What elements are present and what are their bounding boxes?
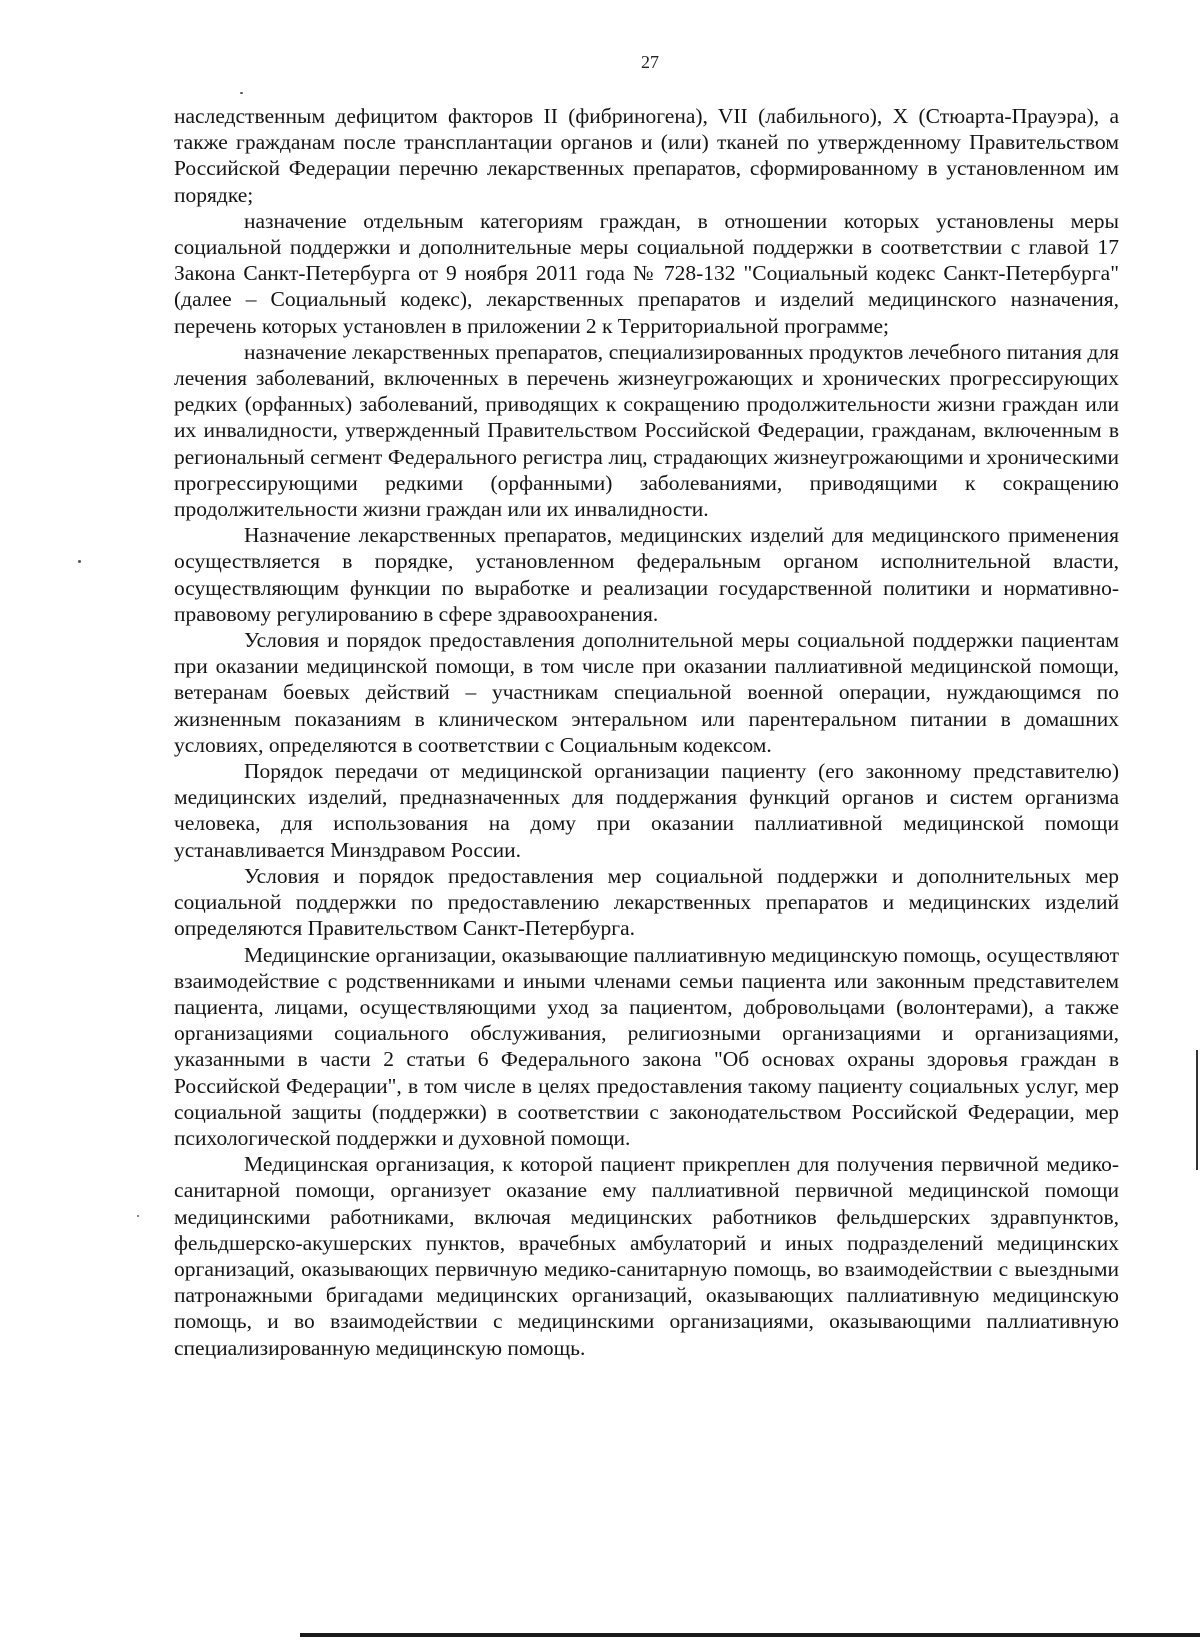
paragraph: назначение лекарственных препаратов, специализированных продуктов лечебного питания для лечения заболеваний, включенных в перечень жизнеугрожающих и хронических прогрессирующих редких (орфанных) заболеваний, приводящих к сокращению продолжительности жизни граждан или их инвалидности, утвержденный Правительством Российской Федерации, гражданам, включенным в региональный сегмент Федерального регистра лиц, страдающих жизнеугрожающими и хроническими прогрессирующими редкими (орфанными) заболеваниями, приводящими к сокращению продолжительности жизни граждан или их инвалидности. (174, 339, 1119, 522)
paragraph: Порядок передачи от медицинской организации пациенту (его законному представителю) медицинских изделий, предназначенных для поддержания функций органов и систем организма человека, для использования на дому при оказании паллиативной медицинской помощи устанавливается Минздравом России. (174, 759, 1119, 862)
paragraph: Условия и порядок предоставления дополнительной меры социальной поддержки пациентам при оказании медицинской помощи, в том числе при оказании паллиативной медицинской помощи, ветеранам боевых действий – участникам специальной военной операции, нуждающимся по жизненным показаниям в клиническом энтеральном или парентеральном питании в домашних условиях, определяются в соответствии с Социальным кодексом. (174, 628, 1119, 757)
scan-speck (137, 1215, 139, 1217)
scan-edge-mark (1196, 1050, 1198, 1170)
paragraph: Медицинская организация, к которой пациент прикреплен для получения первичной медико-санитарной помощи, организует оказание ему паллиативной первичной медицинской помощи медицинскими работниками, включая медицинских работников фельдшерских здравпунктов, фельдшерско-акушерских пунктов, врачебных амбулаторий и иных подразделений медицинских организаций, оказывающих первичную медико-санитарную помощь, во взаимодействии с выездными патронажными бригадами медицинских организаций, оказывающих паллиативную медицинскую помощь, и во взаимодействии с медицинскими организациями, оказывающими паллиативную специализированную медицинскую помощь. (174, 1152, 1119, 1360)
scan-speck (240, 92, 243, 94)
page-number: 27 (641, 52, 659, 72)
paragraph: Медицинские организации, оказывающие паллиативную медицинскую помощь, осуществляют взаимодействие с родственниками и иными членами семьи пациента или законным представителем пациента, лицами, осуществляющими уход за пациентом, добровольцами (волонтерами), а также организациями социального обслуживания, религиозными организациями и организациями, указанными в части 2 статьи 6 Федерального закона "Об основах охраны здоровья граждан в Российской Федерации", в том числе в целях предоставления такому пациенту социальных услуг, мер социальной защиты (поддержки) в соответствии с законодательством Российской Федерации, мер психологической поддержки и духовной помощи. (174, 942, 1119, 1150)
paragraph: наследственным дефицитом факторов II (фибриногена), VII (лабильного), X (Стюарта-Прауэра), а также гражданам после трансплантации органов и (или) тканей по утвержденному Правительством Российской Федерации перечню лекарственных препаратов, сформированному в установленном им порядке; (174, 104, 1119, 207)
paragraph: Условия и порядок предоставления мер социальной поддержки и дополнительных мер социальной поддержки по предоставлению лекарственных препаратов и медицинских изделий определяются Правительством Санкт-Петербурга. (174, 863, 1119, 941)
paragraph: Назначение лекарственных препаратов, медицинских изделий для медицинского применения осуществляется в порядке, установленном федеральным органом исполнительной власти, осуществляющим функции по выработке и реализации государственной политики и нормативно-правовому регулированию в сфере здравоохранения. (174, 523, 1119, 626)
scan-bottom-edge (300, 1633, 1200, 1637)
paragraph: назначение отдельным категориям граждан, в отношении которых установлены меры социальной поддержки и дополнительные меры социальной поддержки в соответствии с главой 17 Закона Санкт-Петербурга от 9 ноября 2011 года № 728-132 "Социальный кодекс Санкт-Петербурга" (далее – Социальный кодекс), лекарственных препаратов и изделий медицинского назначения, перечень которых установлен в приложении 2 к Территориальной программе; (174, 208, 1119, 338)
scan-speck (78, 560, 81, 563)
document-body (174, 103, 1119, 1361)
